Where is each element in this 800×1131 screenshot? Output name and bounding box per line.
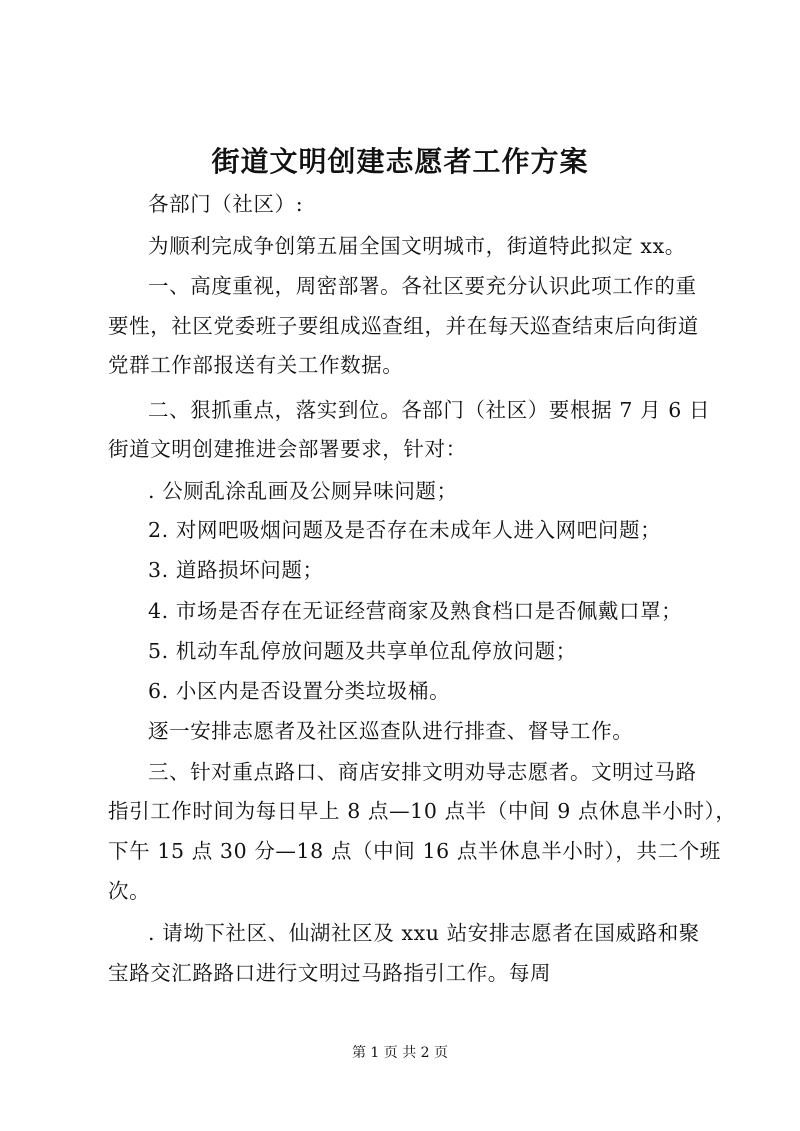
section-1-line-1: 一、高度重视，周密部署。各社区要充分认识此项工作的重 [148,274,697,298]
section-1-line-2: 要性，社区党委班子要组成巡查组，并在每天巡查结束后向街道 [108,314,699,338]
section-3-line-1: 三、针对重点路口、商店安排文明劝导志愿者。文明过马路 [148,760,697,784]
section-2-line-1: 二、狠抓重点，落实到位。各部门（社区）要根据 7 月 6 日 [148,398,711,422]
section-1-line-3: 党群工作部报送有关工作数据。 [108,353,404,377]
page-footer: 第 1 页 共 2 页 [351,1045,449,1061]
list-item-3: 3. 道路损坏问题； [148,558,324,582]
section-2-line-2: 街道文明创建推进会部署要求，针对： [108,437,467,461]
salutation: 各部门（社区）: [148,192,304,216]
paragraph-summary: 逐一安排志愿者及社区巡查队进行排查、督导工作。 [148,719,634,743]
list-item-5: 5. 机动车乱停放问题及共享单位乱停放问题； [148,639,577,663]
section-3-line-2: 指引工作时间为每日早上 8 点—10 点半（中间 9 点休息半小时）， [108,799,737,823]
section-3-line-4: 次。 [108,879,151,903]
arrangement-line-1: . 请坳下社区、仙湖社区及 xxu 站安排志愿者在国威路和聚 [148,921,700,945]
list-item-1: . 公厕乱涂乱画及公厕异味问题； [148,479,458,503]
arrangement-line-2: 宝路交汇路路口进行文明过马路指引工作。每周 [108,961,552,985]
list-item-6: 6. 小区内是否设置分类垃圾桶。 [148,679,451,703]
document-title: 街道文明创建志愿者工作方案 [211,145,589,178]
paragraph-intro: 为顺利完成争创第五届全国文明城市，街道特此拟定 xx。 [148,234,686,258]
list-item-2: 2. 对网吧吸烟问题及是否存在未成年人进入网吧问题； [148,518,662,542]
section-3-line-3: 下午 15 点 30 分—18 点（中间 16 点半休息半小时），共二个班 [108,839,721,863]
list-item-4: 4. 市场是否存在无证经营商家及熟食档口是否佩戴口罩； [148,599,683,623]
